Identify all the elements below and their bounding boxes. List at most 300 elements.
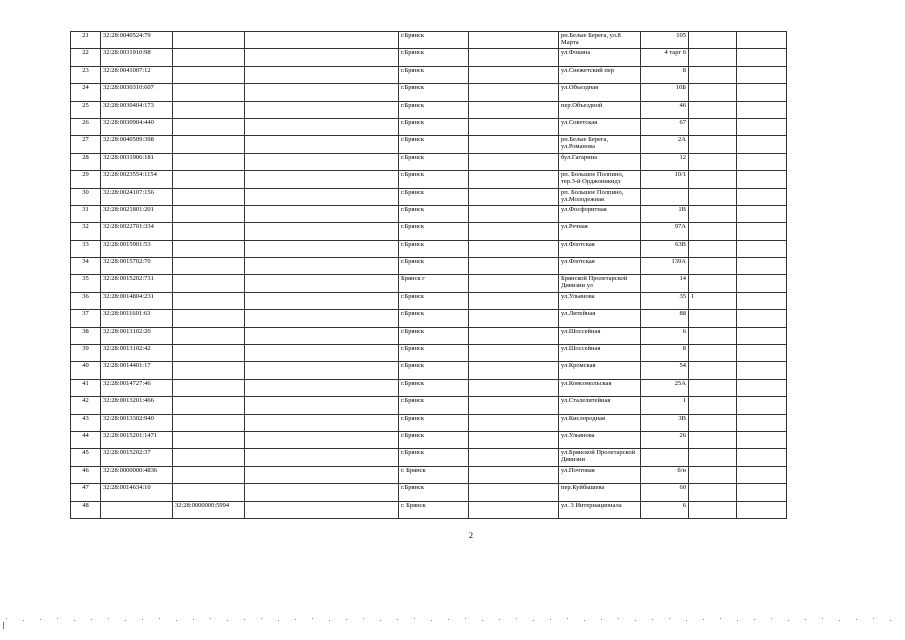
cadastral-number-alt-cell <box>173 66 245 83</box>
table-row <box>71 32 787 49</box>
house-number-cell: 63В <box>641 240 689 257</box>
street-cell: рп. Большое Полпино, тер.3-й Орджоникидз <box>559 171 641 188</box>
cadastral-number-alt-cell <box>173 32 245 49</box>
table-row <box>71 188 787 205</box>
extra-cell <box>689 223 737 240</box>
extra-cell <box>689 501 737 518</box>
scan-dot <box>295 619 296 620</box>
extra-cell <box>689 327 737 344</box>
city-cell: г.Брянск <box>399 66 469 83</box>
cadastral-number-alt-cell <box>173 327 245 344</box>
cadastral-number-alt-cell <box>173 466 245 483</box>
table-row <box>71 136 787 153</box>
row-number-cell: 25 <box>71 101 101 118</box>
empty-cell <box>737 397 787 414</box>
table-row <box>71 258 787 275</box>
scan-dot <box>822 618 823 619</box>
table-row <box>71 240 787 257</box>
empty-cell <box>245 414 399 431</box>
row-number-cell: 22 <box>71 49 101 66</box>
table-row <box>71 118 787 135</box>
empty-cell <box>469 188 559 205</box>
scan-dot <box>788 620 789 621</box>
cadastral-number-alt-cell <box>173 153 245 170</box>
scan-dot <box>142 619 143 620</box>
cadastral-number-cell: 32:28:0015901:53 <box>101 240 173 257</box>
house-number-cell: 8 <box>641 66 689 83</box>
house-number-cell: 60 <box>641 484 689 501</box>
empty-cell <box>245 449 399 466</box>
empty-cell <box>245 49 399 66</box>
city-cell: г.Брянск <box>399 49 469 66</box>
cadastral-number-cell: 32:28:0031906:181 <box>101 153 173 170</box>
cadastral-number-alt-cell <box>173 379 245 396</box>
city-cell: г.Брянск <box>399 153 469 170</box>
row-number-cell: 43 <box>71 414 101 431</box>
city-cell: г.Брянск <box>399 327 469 344</box>
city-cell: г.Брянск <box>399 32 469 49</box>
row-number-cell: 47 <box>71 484 101 501</box>
empty-cell <box>737 327 787 344</box>
cadastral-number-alt-cell <box>173 223 245 240</box>
cadastral-number-cell: 32:28:0021801:201 <box>101 205 173 222</box>
cadastral-number-cell: 32:28:0015202:731 <box>101 275 173 292</box>
extra-cell <box>689 66 737 83</box>
city-cell: г.Брянск <box>399 136 469 153</box>
cadastral-number-cell: 32:28:0024107:156 <box>101 188 173 205</box>
table-row <box>71 101 787 118</box>
extra-cell <box>689 101 737 118</box>
house-number-cell: 8 <box>641 345 689 362</box>
empty-cell <box>245 153 399 170</box>
street-cell: рп.Белые Берега, ул.Романова <box>559 136 641 153</box>
cadastral-number-alt-cell <box>173 84 245 101</box>
cadastral-number-alt-cell <box>173 449 245 466</box>
empty-cell <box>737 345 787 362</box>
row-number-cell: 35 <box>71 275 101 292</box>
empty-cell <box>469 431 559 448</box>
cadastral-number-cell: 32:28:0015201:1471 <box>101 431 173 448</box>
scan-dot <box>652 619 653 620</box>
empty-cell <box>245 171 399 188</box>
house-number-cell: 4 тарг 6 <box>641 49 689 66</box>
extra-cell <box>689 484 737 501</box>
extra-cell <box>689 466 737 483</box>
street-cell: пер.Куйбышева <box>559 484 641 501</box>
street-cell: ул.Кислородная <box>559 414 641 431</box>
scan-edge-noise <box>0 618 905 622</box>
city-cell: г.Брянск <box>399 223 469 240</box>
cadastral-number-cell <box>101 501 173 518</box>
street-cell: ул.Речная <box>559 223 641 240</box>
extra-cell <box>689 49 737 66</box>
empty-cell <box>469 414 559 431</box>
table-row <box>71 484 787 501</box>
table-row <box>71 223 787 240</box>
empty-cell <box>469 327 559 344</box>
row-number-cell: 23 <box>71 66 101 83</box>
empty-cell <box>469 32 559 49</box>
scan-dot <box>346 619 347 620</box>
city-cell: г.Брянск <box>399 258 469 275</box>
house-number-cell: 6 <box>641 327 689 344</box>
house-number-cell: 10Б <box>641 84 689 101</box>
house-number-cell: 105 <box>641 32 689 49</box>
empty-cell <box>737 292 787 309</box>
city-cell: г. Брянск <box>399 466 469 483</box>
row-number-cell: 31 <box>71 205 101 222</box>
scan-dot <box>23 620 24 621</box>
cadastral-number-alt-cell <box>173 414 245 431</box>
row-number-cell: 24 <box>71 84 101 101</box>
table-row <box>71 275 787 292</box>
city-cell: г.Брянск <box>399 84 469 101</box>
scan-dot <box>414 618 415 619</box>
extra-cell: 1 <box>689 292 737 309</box>
city-cell: г.Брянск <box>399 484 469 501</box>
street-cell: Брянской Пролетарской Дивизии ул <box>559 275 641 292</box>
scan-dot <box>805 619 806 620</box>
city-cell: г.Брянск <box>399 205 469 222</box>
scan-dot <box>516 618 517 619</box>
scan-dot <box>499 619 500 620</box>
street-cell: ул.Фосфоритная <box>559 205 641 222</box>
table-row <box>71 84 787 101</box>
row-number-cell: 41 <box>71 379 101 396</box>
scan-dot <box>176 620 177 621</box>
empty-cell <box>469 171 559 188</box>
scan-dot <box>91 619 92 620</box>
row-number-cell: 33 <box>71 240 101 257</box>
scan-dot <box>125 620 126 621</box>
table-row <box>71 310 787 327</box>
row-number-cell: 36 <box>71 292 101 309</box>
scan-dot <box>482 620 483 621</box>
street-cell: ул.Объездная <box>559 84 641 101</box>
scan-mark <box>3 622 4 629</box>
cadastral-number-alt-cell <box>173 118 245 135</box>
empty-cell <box>245 223 399 240</box>
row-number-cell: 37 <box>71 310 101 327</box>
empty-cell <box>245 431 399 448</box>
empty-cell <box>245 379 399 396</box>
extra-cell <box>689 240 737 257</box>
row-number-cell: 45 <box>71 449 101 466</box>
cadastral-number-alt-cell <box>173 101 245 118</box>
empty-cell <box>469 118 559 135</box>
city-cell: г.Брянск <box>399 345 469 362</box>
cadastral-number-cell: 32:28:0030404:173 <box>101 101 173 118</box>
empty-cell <box>245 188 399 205</box>
empty-cell <box>737 32 787 49</box>
cadastral-number-alt-cell <box>173 205 245 222</box>
empty-cell <box>737 258 787 275</box>
empty-cell <box>245 397 399 414</box>
city-cell: г.Брянск <box>399 101 469 118</box>
table-row <box>71 414 787 431</box>
scan-dot <box>890 620 891 621</box>
empty-cell <box>737 118 787 135</box>
street-cell: рп. Большое Полпино, ул.Молодежная <box>559 188 641 205</box>
scan-dot <box>533 620 534 621</box>
empty-cell <box>245 310 399 327</box>
cadastral-number-alt-cell <box>173 484 245 501</box>
table-row <box>71 466 787 483</box>
cadastral-number-alt-cell <box>173 188 245 205</box>
street-cell: ул. 3 Интернационала <box>559 501 641 518</box>
extra-cell <box>689 275 737 292</box>
scan-dot <box>720 618 721 619</box>
empty-cell <box>737 362 787 379</box>
extra-cell <box>689 310 737 327</box>
row-number-cell: 42 <box>71 397 101 414</box>
cadastral-number-cell: 32:28:0011601:63 <box>101 310 173 327</box>
extra-cell <box>689 188 737 205</box>
scan-dot <box>40 619 41 620</box>
city-cell: г.Брянск <box>399 379 469 396</box>
scan-dot <box>584 620 585 621</box>
empty-cell <box>245 101 399 118</box>
empty-cell <box>245 362 399 379</box>
empty-cell <box>737 49 787 66</box>
extra-cell <box>689 258 737 275</box>
property-table <box>70 31 787 519</box>
scan-dot <box>397 619 398 620</box>
city-cell: г.Брянск <box>399 449 469 466</box>
table-row <box>71 397 787 414</box>
empty-cell <box>469 205 559 222</box>
extra-cell <box>689 414 737 431</box>
scan-dot <box>210 618 211 619</box>
cadastral-number-cell: 32:28:0022701:334 <box>101 223 173 240</box>
empty-cell <box>737 484 787 501</box>
scan-dot <box>873 618 874 619</box>
street-cell: ул.Шоссейная <box>559 345 641 362</box>
scan-dot <box>431 620 432 621</box>
row-number-cell: 21 <box>71 32 101 49</box>
scan-dot <box>737 620 738 621</box>
scan-dot <box>108 618 109 619</box>
scan-dot <box>856 619 857 620</box>
empty-cell <box>469 501 559 518</box>
scan-dot <box>839 620 840 621</box>
cadastral-number-alt-cell <box>173 258 245 275</box>
row-number-cell: 28 <box>71 153 101 170</box>
street-cell: ул.Ульянова <box>559 292 641 309</box>
scan-dot <box>771 618 772 619</box>
cadastral-number-cell: 32:28:0013102:42 <box>101 345 173 362</box>
empty-cell <box>469 49 559 66</box>
extra-cell <box>689 84 737 101</box>
empty-cell <box>469 449 559 466</box>
empty-cell <box>469 275 559 292</box>
street-cell: ул.Шоссейная <box>559 327 641 344</box>
extra-cell <box>689 171 737 188</box>
extra-cell <box>689 397 737 414</box>
empty-cell <box>737 449 787 466</box>
cadastral-number-alt-cell: 32:28:0000000:5994 <box>173 501 245 518</box>
empty-cell <box>469 292 559 309</box>
scan-dot <box>6 618 7 619</box>
empty-cell <box>469 397 559 414</box>
row-number-cell: 26 <box>71 118 101 135</box>
cadastral-number-cell: 32:28:0015702:70 <box>101 258 173 275</box>
extra-cell <box>689 449 737 466</box>
street-cell: ул.Сталелитейная <box>559 397 641 414</box>
empty-cell <box>737 136 787 153</box>
empty-cell <box>245 484 399 501</box>
empty-cell <box>737 223 787 240</box>
table-row <box>71 153 787 170</box>
scan-dot <box>448 619 449 620</box>
scan-dot <box>669 618 670 619</box>
scan-dot <box>74 620 75 621</box>
extra-cell <box>689 118 737 135</box>
empty-cell <box>737 379 787 396</box>
scan-dot <box>57 618 58 619</box>
scan-dot <box>601 619 602 620</box>
row-number-cell: 34 <box>71 258 101 275</box>
empty-cell <box>469 240 559 257</box>
empty-cell <box>737 84 787 101</box>
empty-cell <box>469 345 559 362</box>
extra-cell <box>689 136 737 153</box>
table-row <box>71 379 787 396</box>
extra-cell <box>689 345 737 362</box>
house-number-cell: 25А <box>641 379 689 396</box>
street-cell: ул.Советская <box>559 118 641 135</box>
page-number: 2 <box>469 531 473 540</box>
street-cell: ул.Фокина <box>559 49 641 66</box>
empty-cell <box>245 84 399 101</box>
table-row <box>71 501 787 518</box>
city-cell: г.Брянск <box>399 397 469 414</box>
street-cell: ул.Снежетский пер <box>559 66 641 83</box>
city-cell: г.Брянск <box>399 292 469 309</box>
cadastral-number-alt-cell <box>173 310 245 327</box>
empty-cell <box>737 310 787 327</box>
cadastral-number-cell: 32:28:0030904:440 <box>101 118 173 135</box>
street-cell: ул.Комсомольская <box>559 379 641 396</box>
house-number-cell: 3В <box>641 414 689 431</box>
empty-cell <box>737 466 787 483</box>
empty-cell <box>245 205 399 222</box>
row-number-cell: 46 <box>71 466 101 483</box>
city-cell: г.Брянск <box>399 414 469 431</box>
cadastral-number-alt-cell <box>173 431 245 448</box>
row-number-cell: 30 <box>71 188 101 205</box>
empty-cell <box>469 379 559 396</box>
scan-dot <box>618 618 619 619</box>
empty-cell <box>737 188 787 205</box>
empty-cell <box>469 84 559 101</box>
cadastral-number-alt-cell <box>173 292 245 309</box>
house-number-cell: 1В <box>641 205 689 222</box>
cadastral-number-alt-cell <box>173 49 245 66</box>
row-number-cell: 48 <box>71 501 101 518</box>
extra-cell <box>689 431 737 448</box>
cadastral-number-cell: 32:28:0014804:231 <box>101 292 173 309</box>
table-row <box>71 292 787 309</box>
row-number-cell: 40 <box>71 362 101 379</box>
cadastral-number-alt-cell <box>173 240 245 257</box>
scan-dot <box>465 618 466 619</box>
empty-cell <box>469 484 559 501</box>
empty-cell <box>245 258 399 275</box>
scan-dot <box>329 620 330 621</box>
scan-dot <box>363 618 364 619</box>
empty-cell <box>245 327 399 344</box>
empty-cell <box>737 101 787 118</box>
empty-cell <box>469 153 559 170</box>
empty-cell <box>469 362 559 379</box>
cadastral-number-cell: 32:28:0040524:79 <box>101 32 173 49</box>
scan-dot <box>159 618 160 619</box>
cadastral-number-cell: 32:28:0014401:17 <box>101 362 173 379</box>
empty-cell <box>469 466 559 483</box>
cadastral-number-alt-cell <box>173 345 245 362</box>
row-number-cell: 39 <box>71 345 101 362</box>
city-cell: г. Брянск <box>399 501 469 518</box>
table-row <box>71 431 787 448</box>
cadastral-number-alt-cell <box>173 275 245 292</box>
house-number-cell: 6 <box>641 501 689 518</box>
scan-dot <box>567 618 568 619</box>
empty-cell <box>245 32 399 49</box>
empty-cell <box>737 414 787 431</box>
empty-cell <box>245 275 399 292</box>
house-number-cell: 97А <box>641 223 689 240</box>
table-row <box>71 66 787 83</box>
empty-cell <box>469 101 559 118</box>
street-cell: рп.Белые Берега, ул.8 Марта <box>559 32 641 49</box>
cadastral-number-cell: 32:28:0041007:12 <box>101 66 173 83</box>
house-number-cell: 35 <box>641 292 689 309</box>
city-cell: г.Брянск <box>399 431 469 448</box>
cadastral-number-cell: 32:28:0013102:20 <box>101 327 173 344</box>
scan-dot <box>278 620 279 621</box>
empty-cell <box>469 310 559 327</box>
table-row <box>71 327 787 344</box>
scan-dot <box>380 620 381 621</box>
cadastral-number-cell: 32:28:0030310:607 <box>101 84 173 101</box>
empty-cell <box>469 136 559 153</box>
empty-cell <box>469 223 559 240</box>
house-number-cell: 54 <box>641 362 689 379</box>
house-number-cell <box>641 188 689 205</box>
empty-cell <box>737 501 787 518</box>
street-cell: ул.Ульянова <box>559 431 641 448</box>
city-cell: г.Брянск <box>399 310 469 327</box>
table-row <box>71 449 787 466</box>
city-cell: г.Брянск <box>399 240 469 257</box>
street-cell: ул.Брянской Пролетарской Дивизии <box>559 449 641 466</box>
row-number-cell: 29 <box>71 171 101 188</box>
scan-dot <box>193 619 194 620</box>
cadastral-number-alt-cell <box>173 362 245 379</box>
extra-cell <box>689 205 737 222</box>
empty-cell <box>737 240 787 257</box>
cadastral-number-cell: 32:28:0013201:466 <box>101 397 173 414</box>
scan-dot <box>261 618 262 619</box>
street-cell: бул.Гагарина <box>559 153 641 170</box>
scan-dot <box>703 619 704 620</box>
empty-cell <box>245 501 399 518</box>
scan-dot <box>227 620 228 621</box>
house-number-cell <box>641 449 689 466</box>
empty-cell <box>245 240 399 257</box>
cadastral-number-cell: 32:28:0014634:10 <box>101 484 173 501</box>
